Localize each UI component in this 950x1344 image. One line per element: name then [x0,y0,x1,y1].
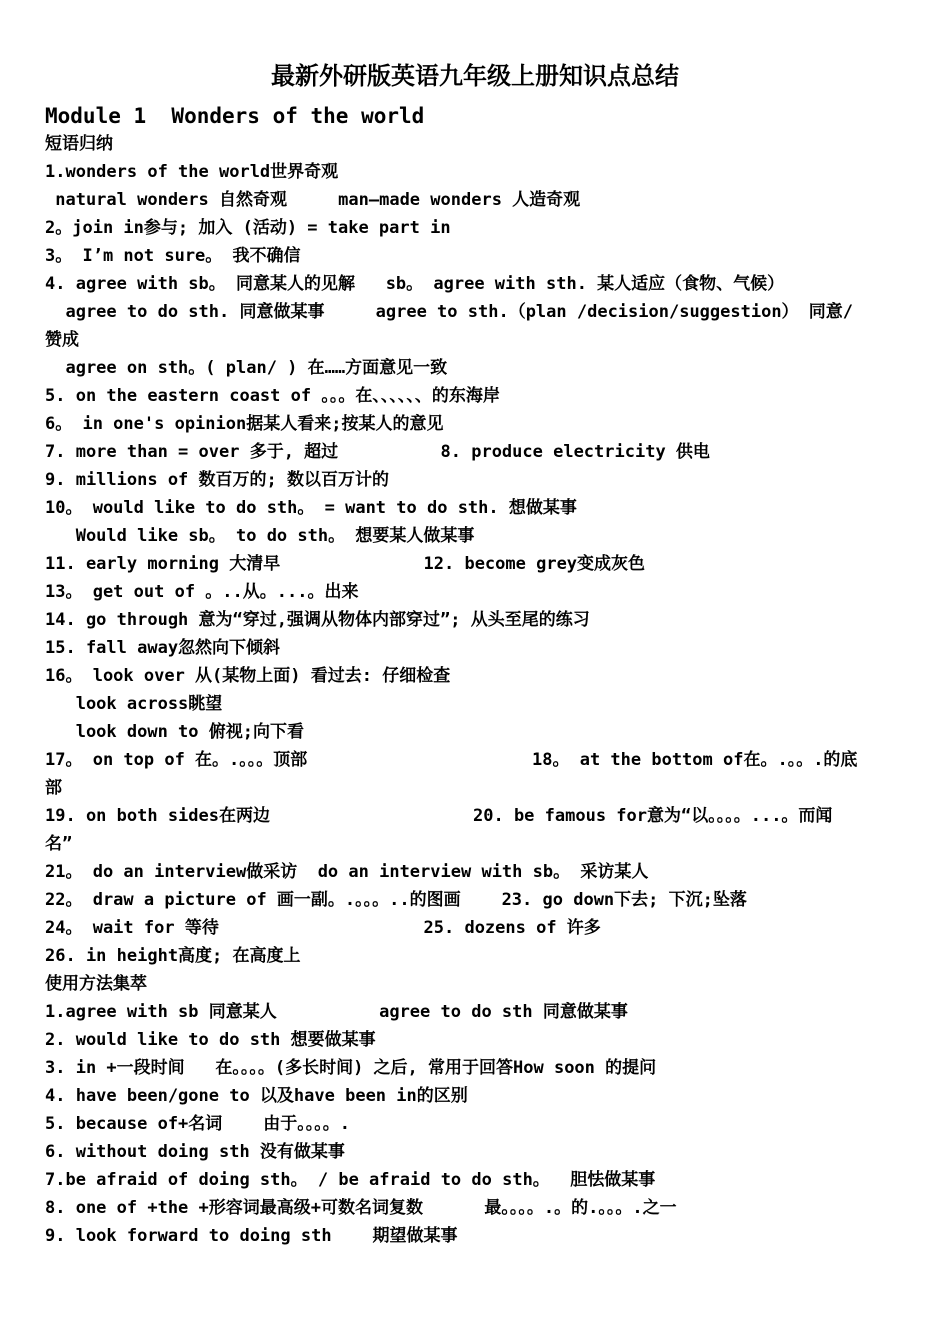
section-heading-usage: 使用方法集萃 [45,974,147,994]
phrase-line: 5. on the eastern coast of 。。。在、、、、、、的东海岸 [45,386,500,406]
module-heading: Module 1 Wonders of the world [45,104,425,128]
phrase-line: 9. millions of 数百万的; 数以百万计的 [45,470,389,490]
usage-line: 7.be afraid of doing sth。 / be afraid to do sth。 胆怯做某事 [45,1170,656,1190]
phrase-line: 10。 would like to do sth。 = want to do sth. 想做某事 [45,498,577,518]
phrase-line: 21。 do an interview做采访 do an interview with sb。 采访某人 [45,862,649,882]
phrase-line: 19. on both sides在两边 [45,806,270,826]
usage-line: 1.agree with sb 同意某人 agree to do sth 同意做某事 [45,1002,628,1022]
phrase-line: 17。 on top of 在。.。。。顶部 [45,750,308,770]
phrase-line: 16。 look over 从(某物上面) 看过去: 仔细检查 [45,666,451,686]
phrase-line: 26. in height高度; 在高度上 [45,946,301,966]
phrase-line: natural wonders 自然奇观 man—made wonders 人造奇观 [45,190,581,210]
usage-line: 9. look forward to doing sth 期望做某事 [45,1226,458,1246]
phrase-line: 15. fall away忽然向下倾斜 [45,638,281,658]
usage-line: 8. one of +the +形容词最高级+可数名词复数 最。。。。.。的.。。。.之一 [45,1198,677,1218]
phrase-line: 22。 draw a picture of 画一副。.。。。..的图画 23. go down下去; 下沉;坠落 [45,890,747,910]
phrase-line: 14. go through 意为“穿过,强调从物体内部穿过”; 从头至尾的练习 [45,610,590,630]
phrase-line: 部 [45,778,62,798]
usage-line: 6. without doing sth 没有做某事 [45,1142,345,1162]
phrase-line: 1.wonders of the world世界奇观 [45,162,339,182]
phrase-line: 4. agree with sb。 同意某人的见解 sb。 agree with sth. 某人适应（食物、气候） [45,274,785,294]
phrase-line: 6。 in one's opinion据某人看来;按某人的意见 [45,414,444,434]
phrase-line: 24。 wait for 等待 25. dozens of 许多 [45,918,601,938]
phrase-line: 7. more than = over 多于, 超过 8. produce electricity 供电 [45,442,710,462]
phrase-line: agree to do sth. 同意做某事 agree to sth.（plan /decision/suggestion） 同意/ [45,302,854,322]
phrase-line: look across眺望 [45,694,223,714]
usage-line: 3. in +一段时间 在。。。。(多长时间) 之后, 常用于回答How soon 的提问 [45,1058,657,1078]
phrase-line: 11. early morning 大清早 12. become grey变成灰色 [45,554,646,574]
usage-line: 5. because of+名词 由于。。。。. [45,1114,350,1134]
usage-line: 4. have been/gone to 以及have been in的区别 [45,1086,468,1106]
page-title: 最新外研版英语九年级上册知识点总结 [271,61,679,90]
phrase-line: 13。 get out of 。..从。...。出来 [45,582,359,602]
section-heading-phrases: 短语归纳 [45,134,113,154]
phrase-line: look down to 俯视;向下看 [45,722,304,742]
phrase-line: 赞成 [45,330,79,350]
phrase-line: Would like sb。 to do sth。 想要某人做某事 [45,526,475,546]
phrase-line: 名” [45,834,73,854]
phrase-line: 3。 I’m not sure。 我不确信 [45,246,301,266]
phrase-line: 20. be famous for意为“以。。。。...。而闻 [473,806,833,826]
phrase-line: 18。 at the bottom of在。.。。.的底 [532,750,858,770]
usage-line: 2. would like to do sth 想要做某事 [45,1030,376,1050]
phrase-line: 2。join in参与; 加入 (活动) = take part in [45,218,451,238]
phrase-line: agree on sth。( plan/ ) 在……方面意见一致 [45,358,448,378]
